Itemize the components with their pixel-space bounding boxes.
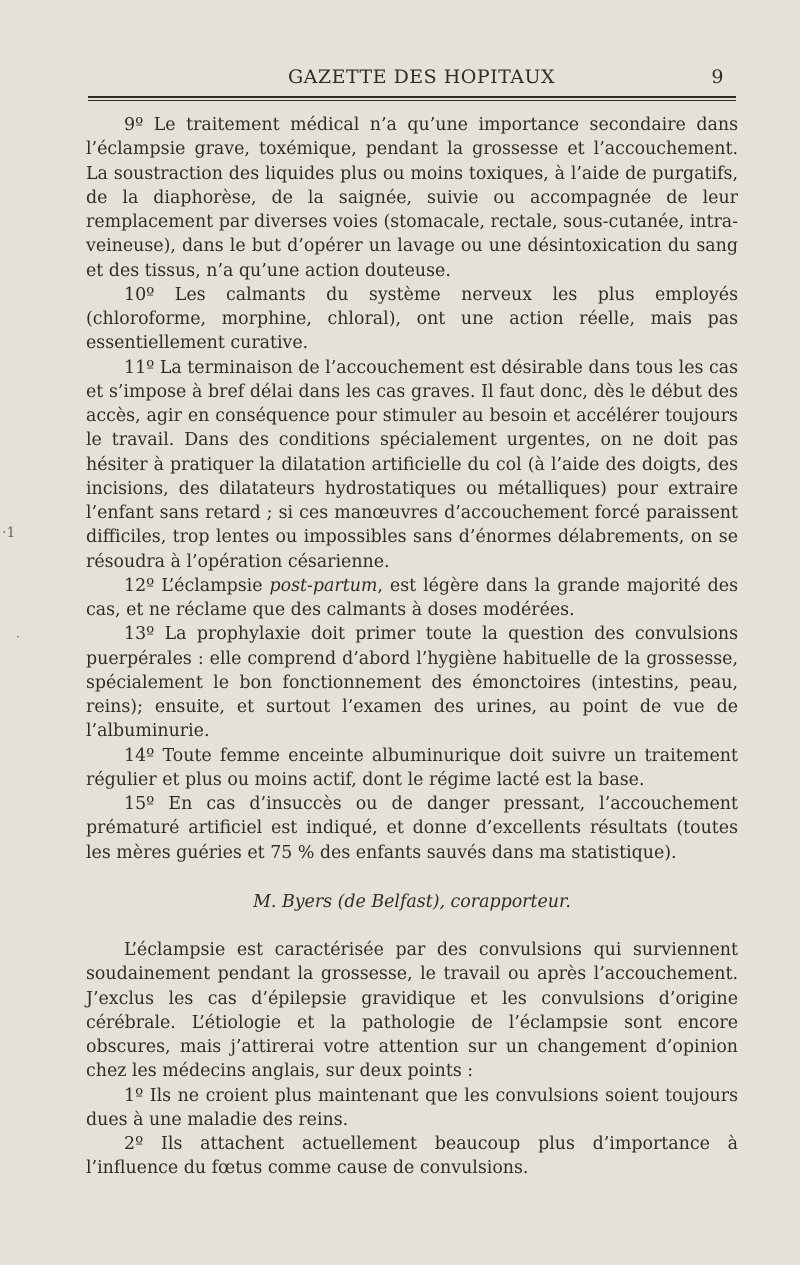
paragraph-10: 10º Les calmants du système nerveux les plus employés (chloroforme, morphine, chloral), ont une action réelle, mais pas essentiellement curative. [86,284,738,354]
point-1: 1º Ils ne croient plus maintenant que les convulsions soient toujours dues à une maladie des reins. [86,1085,738,1130]
paragraph-14: 14º Toute femme enceinte albuminurique doit suivre un traitement régulier et plus ou moins actif, dont le régime lacté est la base. [86,745,738,790]
journal-title: GAZETTE DES HOPITAUX [288,66,556,88]
margin-mark: · [16,630,20,644]
para12-emphasis: post-partum [269,575,378,596]
margin-annotation: ·1 [2,525,16,541]
paragraph-9: 9º Le traitement médical n’a qu’une importance secondaire dans l’éclampsie grave, toxémique, pendant la grossesse et l’accouchement. La soustraction des liquides plus ou moins toxiques, à l’aide de purgatifs, de la diaphorèse, de la saignée, suivie ou accompagnée de leur remplacement par diverses voies (stomacale, rectale, sous-cutanée, intra-veineuse), dans le but d’opérer un lavage ou une désintoxication du sang et des tissus, n’a qu’une action douteuse. [86,115,738,281]
header-rule-thin [88,100,736,101]
paragraph-11: 11º La terminaison de l’accouchement est désirable dans tous les cas et s’impose à bref délai dans les cas graves. Il faut donc, dès le début des accès, agir en conséquence pour stimuler au besoin et accélérer toujours le travail. Dans des conditions spécialement urgentes, on ne doit pas hésiter à pratiquer la dilatation artificielle du col (à l’aide des doigts, des incisions, des dilatateurs hydrostatiques ou métalliques) pour extraire l’enfant sans retard ; si ces manœuvres d’accouchement forcé paraissent difficiles, trop lentes ou impossibles sans d’énormes délabrements, on se résoudra à l’opération césarienne. [86,357,738,572]
speaker-signature: M. Byers (de Belfast), corapporteur. [253,891,571,912]
header-rule [88,96,736,98]
paragraph-12 [86,574,738,623]
paragraph-intro: L’éclampsie est caractérisée par des convulsions qui surviennent soudainement pendant la grossesse, le travail ou après l’accouchement. J’exclus les cas d’épilepsie gravidique et les convulsions d’origine cérébrale. L’étiologie et la pathologie de l’éclampsie sont encore obscures, mais j’attirerai votre attention sur un changement d’opinion chez les médecins anglais, sur deux points : [86,940,738,1082]
page-number: 9 [711,66,724,88]
point-2: 2º Ils attachent actuellement beaucoup plus d’importance à l’influence du fœtus comme cause de convulsions. [86,1134,738,1179]
article-body [86,113,738,1181]
running-header [88,62,738,92]
paragraph-15: 15º En cas d’insuccès ou de danger pressant, l’accouchement prématuré artificiel est indiqué, et donne d’excellents résultats (toutes les mères guéries et 75 % des enfants sauvés dans ma statistique). [86,794,738,863]
para12-post: , est légère dans la grande majorité des cas, et ne réclame que des calmants à doses modérées. [86,575,738,620]
paragraph-13: 13º La prophylaxie doit primer toute la question des convulsions puerpérales : elle comprend d’abord l’hygiène habituelle de la grossesse, spécialement le bon fonctionnement des émonctoires (intestins, peau, reins); ensuite, et surtout l’examen des urines, au point de vue de l’albuminurie. [86,624,738,742]
para12-pre: 12º L’éclampsie [124,575,270,596]
